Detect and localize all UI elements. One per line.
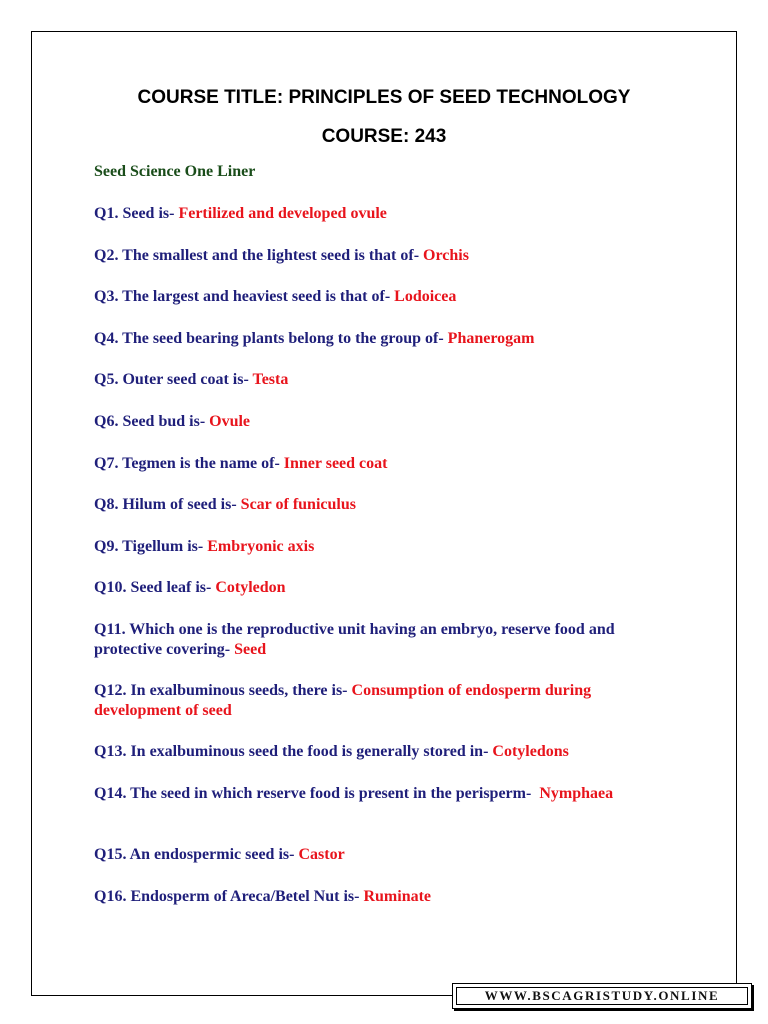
answer-text: Scar of funiculus (240, 496, 356, 513)
question-text: Q5. Outer seed coat is- (94, 371, 253, 388)
answer-text: Seed (234, 641, 267, 658)
answer-text: Cotyledons (492, 743, 569, 760)
question-item (94, 412, 674, 432)
question-text: Q15. An endospermic seed is- (94, 846, 299, 863)
answer-text: Embryonic axis (207, 538, 315, 555)
question-item (94, 784, 674, 804)
question-item (94, 495, 674, 515)
question-item (94, 620, 674, 660)
question-text: Q1. Seed is- (94, 205, 179, 222)
question-text: Q14. The seed in which reserve food is present in the perisperm- (94, 785, 536, 802)
question-text: Q2. The smallest and the lightest seed is that of- (94, 247, 424, 264)
question-text: Q7. Tegmen is the name of- (94, 455, 284, 472)
answer-text: Cotyledon (215, 579, 286, 596)
answer-text: Ruminate (363, 888, 432, 905)
answer-text: Nymphaea (539, 785, 614, 802)
answer-text: Phanerogam (447, 330, 535, 347)
answer-text: Orchis (423, 247, 469, 264)
question-item (94, 246, 674, 266)
question-text: Q16. Endosperm of Areca/Betel Nut is- (94, 888, 364, 905)
answer-text: Fertilized and developed ovule (178, 205, 387, 222)
section-heading: Seed Science One Liner (94, 163, 256, 180)
question-item (94, 537, 674, 557)
question-text: Q3. The largest and heaviest seed is that of- (94, 288, 395, 305)
question-item (94, 370, 674, 390)
watermark-badge (452, 983, 752, 1009)
question-item (94, 204, 674, 224)
question-item (94, 578, 674, 598)
question-item (94, 887, 674, 907)
question-item (94, 454, 674, 474)
answer-text: Ovule (209, 413, 251, 430)
question-text: Q11. Which one is the reproductive unit having an embryo, reserve food and protective covering- (94, 621, 615, 658)
answer-text: Inner seed coat (283, 455, 388, 472)
question-text: Q10. Seed leaf is- (94, 579, 216, 596)
question-text: Q12. In exalbuminous seeds, there is- (94, 682, 352, 699)
answer-text: Castor (298, 846, 345, 863)
question-text: Q8. Hilum of seed is- (94, 496, 241, 513)
question-text: Q6. Seed bud is- (94, 413, 210, 430)
question-text: Q4. The seed bearing plants belong to the group of- (94, 330, 448, 347)
watermark-text: WWW.BSCAGRISTUDY.ONLINE (456, 987, 748, 1005)
question-text: Q13. In exalbuminous seed the food is generally stored in- (94, 743, 493, 760)
question-item (94, 845, 674, 865)
course-code: COURSE: 243 (321, 126, 447, 147)
question-item (94, 681, 674, 721)
question-item (94, 329, 674, 349)
answer-text: Lodoicea (394, 288, 457, 305)
question-text: Q9. Tigellum is- (94, 538, 208, 555)
question-item (94, 287, 674, 307)
question-item (94, 742, 674, 762)
course-title: COURSE TITLE: PRINCIPLES OF SEED TECHNOLOGY (137, 87, 631, 108)
answer-text: Testa (252, 371, 289, 388)
answer-text: Consumption of endosperm during development of seed (94, 682, 592, 719)
